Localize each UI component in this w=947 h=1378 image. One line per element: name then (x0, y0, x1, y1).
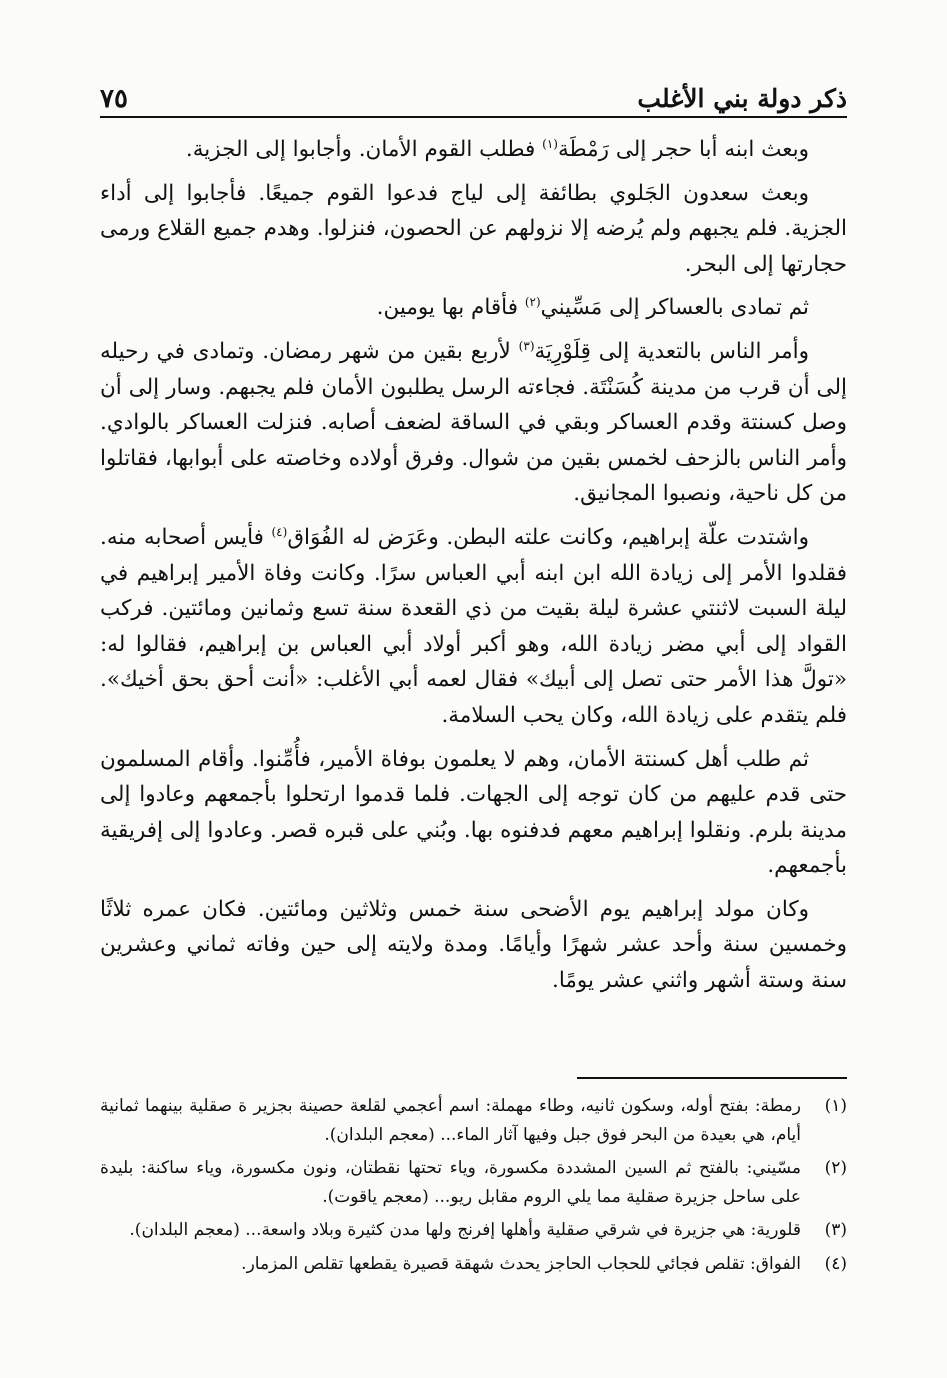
footnote-number: (٢) (824, 1158, 847, 1178)
footnote-number: (٣) (824, 1220, 847, 1240)
paragraph (100, 176, 847, 283)
main-text (100, 132, 847, 1007)
footnote (100, 1250, 847, 1279)
paragraph-text: فطلب القوم الأمان. وأجابوا إلى الجزية. (185, 137, 543, 162)
paragraph (100, 892, 847, 999)
paragraph-text: ثم طلب أهل كسنتة الأمان، وهم لا يعلمون بوفاة الأمير، فأُمِّنوا. وأقام المسلمون حتى قدم عليهم من كان توجه إلى الجهات. فلما قدموا ارتحلوا بأجمعهم وعادوا إلى مدينة بلرم. ونقلوا إبراهيم معهم فدفنوه بها. وبُني على قبره قصر. وعادوا إلى إفريقية بأجمعهم. (100, 746, 847, 879)
footnote (100, 1092, 847, 1149)
paragraph-text: وأمر الناس بالتعدية إلى قِلَوْرِيَة (534, 338, 809, 364)
footnotes (100, 1092, 847, 1283)
footnote-ref: (٤) (271, 524, 288, 539)
paragraph (100, 132, 847, 168)
paragraph-text: فأيس أصحابه منه. فقلدوا الأمر إلى زيادة الله ابن ابنه أبي العباس سرًا. وكانت وفاة الأمير إبراهيم في ليلة السبت لاثنتي عشرة ليلة بقيت من ذي القعدة سنة تسع وثمانين ومائتين. فركب القواد إلى أبي مضر زيادة الله، وهو أكبر أولاد أبي العباس بن إبراهيم، فقالوا له: «تولَّ هذا الأمر حتى تصل إلى أبيك» فقال لعمه أبي الأغلب: «أنت أحق بحق أخيك». فلم يتقدم على زيادة الله، وكان يحب السلامة. (100, 524, 847, 728)
paragraph-text: وبعث سعدون الجَلوي بطائفة إلى لياج فدعوا القوم جميعًا. فأجابوا إلى أداء الجزية. فلم يجبهم ولم يُرضه إلا نزولهم عن الحصون، فنزلوا. وهدم جميع القلاع ورمى حجارتها إلى البحر. (100, 180, 847, 277)
footnote-text: مسّيني: بالفتح ثم السين المشددة مكسورة، وياء تحتها نقطتان، ونون مكسورة، وياء ساكنة: بليدة على ساحل جزيرة صقلية مما يلي الروم مقابل ريو... (معجم ياقوت). (100, 1158, 801, 1207)
footnote-text: قلورية: هي جزيرة في شرقي صقلية وأهلها إفرنج ولها مدن كثيرة وبلاد واسعة... (معجم البلدان). (129, 1220, 801, 1240)
paragraph (100, 334, 847, 512)
footnote-number: (٤) (824, 1253, 847, 1274)
running-head: ذكر دولة بني الأغلب (637, 84, 847, 113)
footnote-number: (١) (824, 1096, 847, 1116)
paragraph-text: وبعث ابنه أبا حجر إلى رَمْطَة (557, 137, 809, 162)
footnote-ref: (١) (542, 136, 558, 151)
paragraph (100, 742, 847, 884)
paragraph (100, 520, 847, 734)
paragraph-text: واشتدت علّة إبراهيم، وكانت علته البطن. وعَرَض له الفُوَاق (287, 524, 810, 550)
footnote-text: رمطة: بفتح أوله، وسكون ثانيه، وطاء مهملة: اسم أعجمي لقلعة حصينة بجزير ة صقلية بينهما ثمانية أيام، هي بعيدة من البحر فوق جبل وفيها آثار الماء... (معجم البلدان). (100, 1096, 802, 1145)
paragraph-text: ثم تمادى بالعساكر إلى مَسِّيني (540, 295, 809, 321)
paragraph-text: فأقام بها يومين. (376, 295, 525, 321)
footnote (100, 1154, 847, 1211)
paragraph-text: لأربع بقين من شهر رمضان. وتمادى في رحيله إلى أن قرب من مدينة كُسَنْتَة. فجاءته الرسل يطلبون الأمان فلم يجبهم. وسار إلى أن وصل كسنتة وقدم العساكر وبقي في الساقة لضعف أصابه. فنزلت العساكر بالوادي. وأمر الناس بالزحف لخمس بقين من شوال. وفرق أولاده وخاصته على أبوابها، فقاتلوا من كل ناحية، ونصبوا المجانيق. (100, 338, 847, 507)
page-header (100, 76, 847, 118)
footnote-ref: (٣) (518, 338, 535, 353)
footnote-ref: (٢) (524, 295, 541, 310)
page-number: ٧٥ (100, 84, 128, 114)
footnote-text: الفواق: تقلص فجائي للحجاب الحاجز يحدث شهقة قصيرة يقطعها تقلص المزمار. (241, 1253, 801, 1274)
footnote (100, 1216, 847, 1245)
paragraph-text: وكان مولد إبراهيم يوم الأضحى سنة خمس وثلاثين ومائتين. فكان عمره ثلاثًا وخمسين سنة وأحد عشر شهرًا وأيامًا. ومدة ولايته إلى حين وفاته ثماني وعشرين سنة وستة أشهر واثني عشر يومًا. (100, 896, 847, 994)
paragraph (100, 290, 847, 326)
footnote-separator (577, 1077, 847, 1079)
